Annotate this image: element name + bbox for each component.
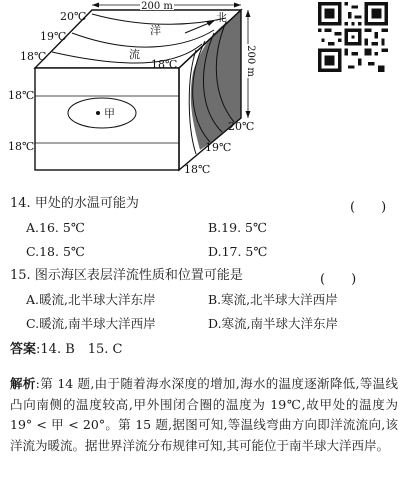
q15-option-d[interactable] (208, 316, 338, 332)
current-label-liu: 流 (129, 48, 140, 61)
top-isotherm-20 (92, 14, 226, 24)
q15-option-b-letter: B. (208, 292, 222, 307)
q15-option-c-text: 暖流,南半球大洋西岸 (39, 316, 156, 331)
q15-option-c[interactable] (26, 316, 156, 332)
isotherm-label-right-18: 18℃ (184, 163, 211, 176)
q14-option-b[interactable] (208, 220, 267, 236)
q15-option-a-text: 暖流,北半球大洋东岸 (39, 292, 156, 307)
question-15-stem (10, 268, 243, 284)
q14-option-b-text: 19. 5℃ (221, 220, 267, 235)
isotherm-label-front-18a: 18℃ (8, 89, 35, 102)
q15-option-d-letter: D. (208, 316, 222, 331)
q15-option-b[interactable] (208, 292, 338, 308)
isotherm-label-top-18b: 18℃ (151, 58, 178, 71)
top-isotherm-19 (72, 30, 214, 47)
question-14-number: 14. (10, 196, 31, 211)
answer-text: :14. B 15. C (36, 342, 123, 357)
question-14-answer-blank: ( ) (350, 200, 387, 215)
q15-option-b-text: 寒流,北半球大洋西岸 (221, 292, 338, 307)
q14-option-d[interactable] (208, 244, 267, 260)
north-label: 北 (216, 11, 227, 24)
isotherm-label-top-18: 18℃ (20, 50, 47, 63)
current-label-yang: 洋 (150, 24, 161, 37)
analysis-text: :第 14 题,由于随着海水深度的增加,海水的温度逐渐降低,等温线凸向南侧的温度较高,甲外围闭合圈的温度为 19℃,故甲处的温度为 19° < 甲 < 20°。第 15 题,据图可知,等温线弯曲方向即洋流流向,该洋流为暖流。据世界洋流分布规律可知,其可能位于南半球大洋西岸。 (10, 376, 398, 453)
qr-code-image (318, 2, 388, 72)
point-jia (96, 111, 100, 115)
height-label: 200 m (245, 45, 256, 77)
isotherm-label-front-18b: 18℃ (8, 140, 35, 153)
analysis-label: 解析 (10, 376, 36, 391)
q14-option-a[interactable] (26, 220, 85, 236)
analysis-paragraph (10, 374, 398, 456)
q14-option-c-text: 18. 5℃ (39, 244, 85, 259)
point-label-jia: 甲 (104, 107, 115, 120)
question-14-stem (10, 196, 139, 212)
q15-option-a[interactable] (26, 292, 156, 308)
width-label: 200 m (141, 1, 173, 12)
top-isotherm-18 (52, 44, 202, 63)
q14-option-c[interactable] (26, 244, 85, 260)
isotherm-label-right-20: 20℃ (228, 120, 255, 133)
answer-line (10, 342, 123, 358)
q15-option-d-text: 寒流,南半球大洋东岸 (221, 316, 339, 331)
q15-option-a-letter: A. (26, 292, 40, 307)
isotherm-label-top-19: 19℃ (40, 30, 67, 43)
question-14-text: 甲处的水温可能为 (34, 196, 139, 211)
q14-option-d-letter: D. (208, 244, 222, 259)
q14-option-b-letter: B. (208, 220, 222, 235)
isotherm-label-top-20: 20℃ (60, 10, 87, 23)
answer-label: 答案 (10, 342, 37, 357)
isotherm-label-right-19: 19℃ (205, 141, 232, 154)
question-15-number: 15. (10, 268, 31, 283)
q15-option-c-letter: C. (26, 316, 40, 331)
q14-option-d-text: 17. 5℃ (221, 244, 268, 259)
ocean-block-diagram (0, 0, 310, 182)
question-15-text: 图示海区表层洋流性质和位置可能是 (34, 268, 243, 283)
q14-option-a-text: 16. 5℃ (39, 220, 85, 235)
q14-option-a-letter: A. (26, 220, 40, 235)
q14-option-c-letter: C. (26, 244, 40, 259)
question-15-answer-blank: ( ) (320, 272, 357, 287)
